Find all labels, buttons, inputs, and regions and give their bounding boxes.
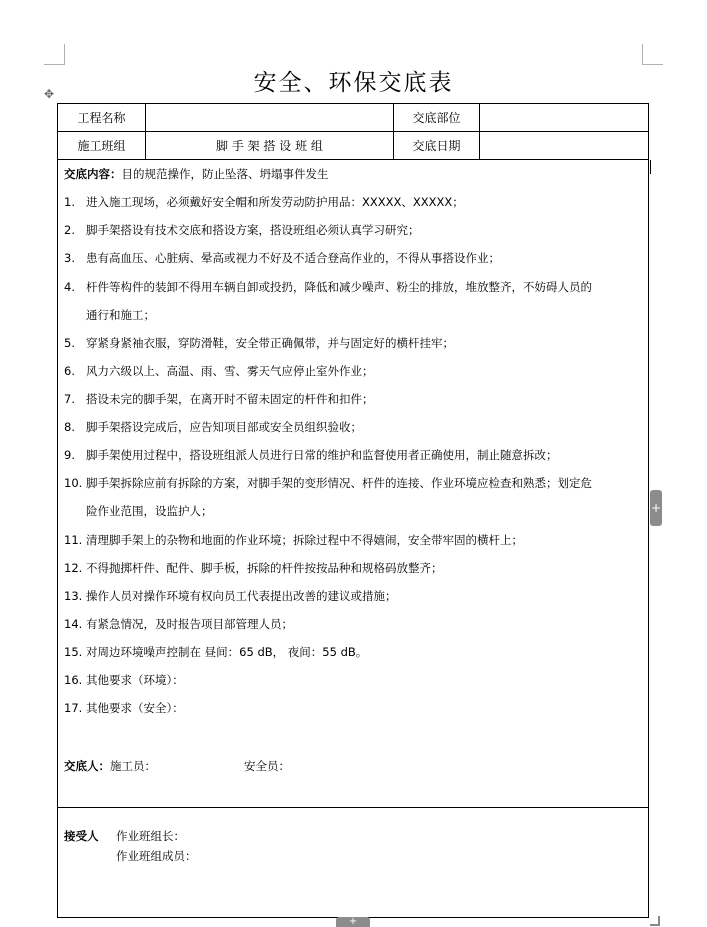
handover-table [57,103,649,918]
list-item: 9. 脚手架使用过程中，搭设班组派人员进行日常的维护和监督使用者正确使用，制止随意拆改； [64,448,558,462]
team-leader-label: 作业班组长： [116,829,185,843]
content-heading-text: 目的规范操作，防止坠落、坍塌事件发生 [121,167,329,181]
list-item: 7. 搭设未完的脚手架，在离开时不留未固定的杆件和扣件； [64,392,374,406]
team-members-label: 作业班组成员： [116,849,197,863]
receiver-line-1 [64,828,642,844]
project-name-field[interactable] [146,104,394,131]
handover-part-label: 交底部位 [394,104,480,131]
handover-signature-line [64,758,642,774]
add-row-handle-icon[interactable]: + [336,917,370,927]
add-column-handle-icon[interactable]: + [650,490,662,526]
team-field[interactable]: 脚 手 架 搭 设 班 组 [146,132,394,159]
page-corner-mark-top-right [642,44,663,65]
handover-person-label: 交底人： [64,759,110,773]
list-item: 15. 对周边环境噪声控制在 昼间：65 dB， 夜间：55 dB。 [64,645,368,659]
list-item: 16. 其他要求（环境）： [64,673,184,687]
list-item: 14. 有紧急情况，及时报告项目部管理人员； [64,617,293,631]
document-title: 安全、环保交底表 [253,70,454,96]
handover-part-field[interactable] [480,104,648,131]
list-item: 11. 清理脚手架上的杂物和地面的作业环境；拆除过程中不得嬉闹，安全带牢固的横杆上； [64,533,523,547]
list-item: 17. 其他要求（安全）： [64,701,184,715]
receiver-label: 接受人 [64,829,99,843]
list-item: 12. 不得抛掷杆件、配件、脚手板，拆除的杆件按按品种和规格码放整齐； [64,561,443,575]
table-row-team [58,132,648,160]
list-item: 13. 操作人员对操作环境有权向员工代表提出改善的建议或措施； [64,589,397,603]
handover-content-cell[interactable] [58,160,648,808]
list-item: 2. 脚手架搭设有技术交底和搭设方案，搭设班组必须认真学习研究； [64,223,420,237]
content-heading-label: 交底内容： [64,167,122,181]
list-item: 10. 脚手架拆除应前有拆除的方案，对脚手架的变形情况、杆件的连接、作业环境应检查和熟悉；划定危 [64,476,592,490]
team-label: 施工班组 [58,132,146,159]
handover-date-field[interactable] [480,132,648,159]
table-resize-handle-icon[interactable] [650,916,660,926]
table-row-project [58,104,648,132]
list-item-continuation: 险作业范围，设监护人； [86,504,213,518]
table-move-handle-icon[interactable]: ✥ [44,87,55,101]
list-item: 8. 脚手架搭设完成后，应告知项目部或安全员组织验收； [64,420,362,434]
list-item: 6. 风力六级以上、高温、雨、雪、雾天气应停止室外作业； [64,364,374,378]
list-item: 4. 杆件等构件的装卸不得用车辆自卸或投扔，降低和减少噪声、粉尘的排放，堆放整齐，不妨碍人员的 [64,280,592,294]
page-corner-mark-top-left [44,44,65,65]
list-item: 1. 进入施工现场，必须戴好安全帽和所发劳动防护用品：XXXXX、XXXXX； [64,195,464,209]
list-item: 3. 患有高血压、心脏病、晕高或视力不好及不适合登高作业的，不得从事搭设作业； [64,251,500,265]
text-cursor [650,160,651,174]
safety-officer-label: 安全员： [244,759,290,773]
content-heading [64,166,642,182]
project-name-label: 工程名称 [58,104,146,131]
receiver-cell[interactable] [58,808,648,917]
list-item-continuation: 通行和施工； [86,308,155,322]
worker-label: 施工员： [110,759,156,773]
handover-date-label: 交底日期 [394,132,480,159]
list-item: 5. 穿紧身紧袖衣服，穿防滑鞋，安全带正确佩带，并与固定好的横杆挂牢； [64,336,454,350]
